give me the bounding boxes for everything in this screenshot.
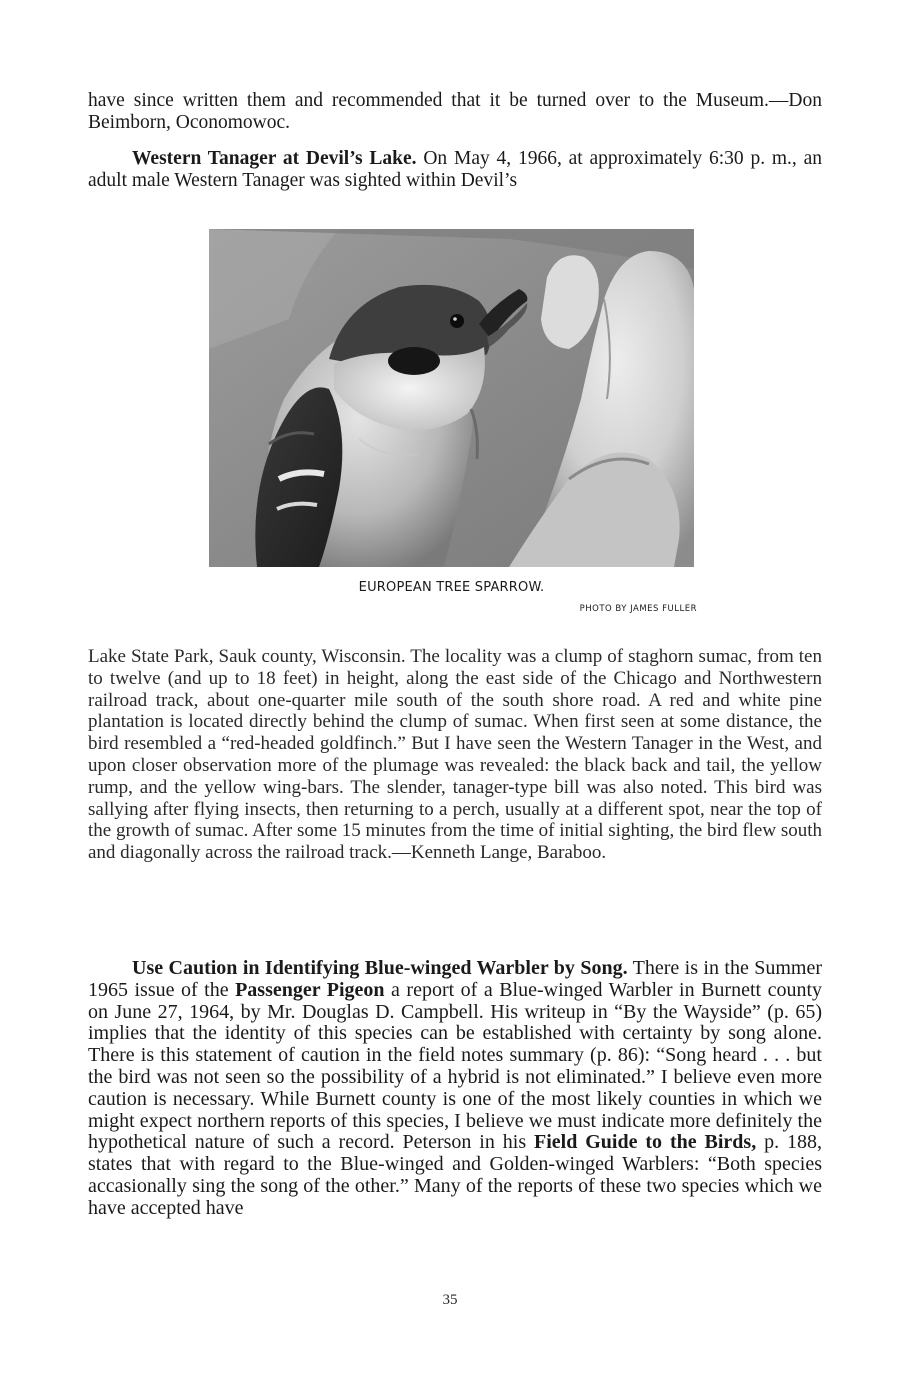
paragraph-text: p. 188, states that with regard to the Blue-winged and Golden-winged Warblers: “Both species accasionally sing the song of the other.” Many of the reports of these two species which we have accepted have bbox=[88, 1131, 823, 1219]
paragraph-text: a report of a Blue-winged Warbler in Burnett county on June 27, 1964, by Mr. Douglas D. Campbell. His writeup in “By the Wayside” (p. 65) implies that the identity of this species can be established with certainty by song alone. There is this statement of caution in the field notes summary (p. 86): “Song heard . . . but the bird was not seen so the possibility of a hybrid is not eliminated.” I believe even more caution is necessary. While Burnett county is one of the most likely counties in which we might expect northern reports of this species, I believe we must indicate more definitely the hypothetical nature of such a record. Peterson in his bbox=[88, 978, 823, 1154]
book-title: Field Guide to the Birds, bbox=[534, 1131, 757, 1154]
sparrow-photograph bbox=[209, 229, 694, 567]
heading-blue-winged-warbler: Use Caution in Identifying Blue-winged Warbler by Song. bbox=[132, 957, 628, 979]
journal-title: Passenger Pigeon bbox=[235, 978, 385, 1001]
paragraph-text: On May 4, 1966, at approximately 6:30 p. m., an adult male Western Tanager was sighted within Devil’s bbox=[88, 148, 822, 191]
paragraph-western-tanager-intro bbox=[88, 148, 822, 191]
paragraph-continuation: have since written them and recommended that it be turned over to the Museum.—Don Beimborn, Oconomowoc. bbox=[88, 90, 822, 133]
figure-caption: EUROPEAN TREE SPARROW. bbox=[358, 580, 545, 595]
paragraph-western-tanager-continued: Lake State Park, Sauk county, Wisconsin. The locality was a clump of staghorn sumac, from ten to twelve (and up to 18 feet) in height, along the east side of the Chicago and Northwestern railroad track, about one-quarter mile south of the south shore road. A red and white pine plantation is located directly behind the clump of sumac. When first seen at some distance, the bird resembled a “red-headed goldfinch.” But I have seen the Western Tanager in the West, and upon closer observation more of the plumage was revealed: the black back and tail, the yellow rump, and the yellow wing-bars. The slender, tanager-type bill was also noted. This bird was sallying after flying insects, then returning to a perch, usually at a different spot, near the top of the growth of sumac. After some 15 minutes from the time of initial sighting, the bird flew south and diagonally across the railroad track.—Kenneth Lange, Baraboo. bbox=[88, 646, 823, 864]
photo-credit: PHOTO BY JAMES FULLER bbox=[579, 604, 697, 614]
paragraph-text: There is in the Summer 1965 issue of the bbox=[88, 957, 823, 1001]
paragraph-blue-winged-warbler bbox=[88, 958, 822, 1220]
page-number: 35 bbox=[442, 1292, 458, 1308]
heading-western-tanager: Western Tanager at Devil’s Lake. bbox=[132, 148, 417, 169]
